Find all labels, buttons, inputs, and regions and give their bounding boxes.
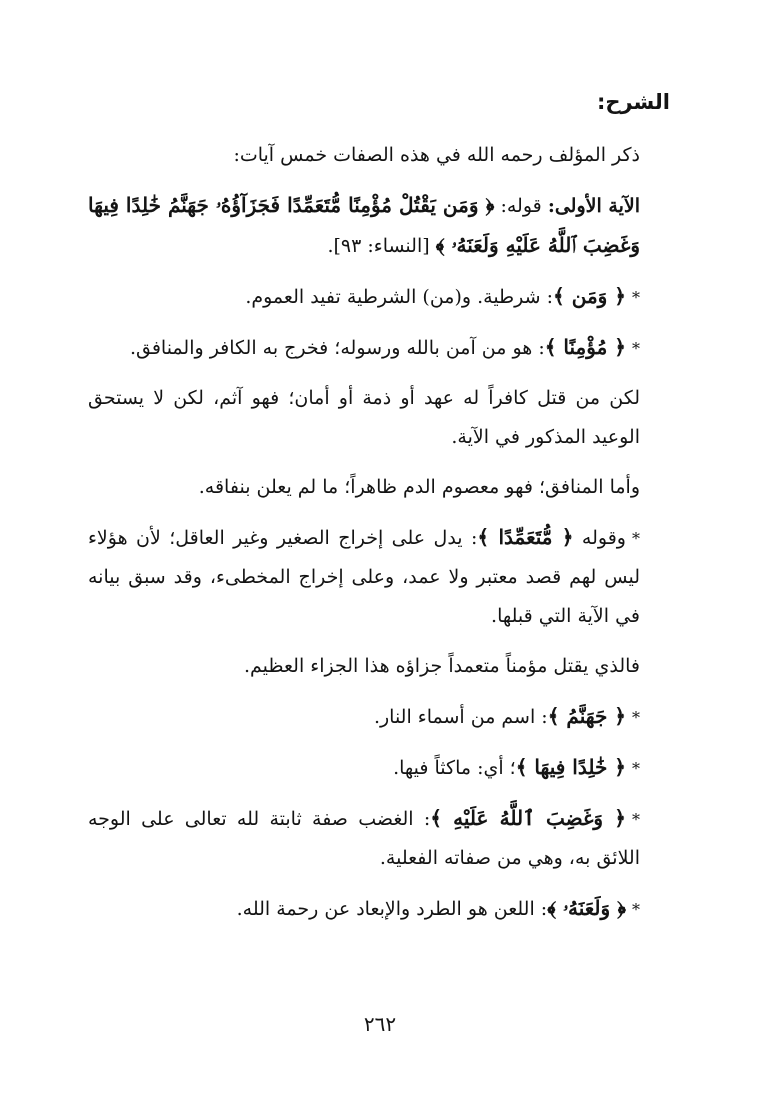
page-number: ٢٦٢ bbox=[363, 1012, 397, 1036]
section-heading: الشرح: bbox=[596, 90, 670, 114]
bullet-laanahu bbox=[88, 889, 672, 929]
quran-term: ﴿ مُؤْمِنًا ﴾ bbox=[544, 335, 626, 359]
quran-term: ﴿ مُّتَعَمِّدًا ﴾ bbox=[477, 525, 574, 549]
term-explanation: : شرطية. و(من) الشرطية تفيد العموم. bbox=[245, 286, 554, 308]
verse-reference: [النساء: ٩٣]. bbox=[327, 235, 430, 257]
verse-label: الآية الأولى: bbox=[547, 195, 641, 217]
term-prefix: وقوله bbox=[581, 527, 626, 549]
term-explanation: : اللعن هو الطرد والإبعاد عن رحمة الله. bbox=[236, 898, 548, 920]
bullet-star-icon: * bbox=[632, 288, 640, 307]
bullet-mutaammid bbox=[88, 518, 672, 636]
quran-term: ﴿ وَمَن ﴾ bbox=[553, 284, 626, 308]
quran-term: ﴿ خَٰلِدًا فِيهَا ﴾ bbox=[515, 755, 626, 779]
verse-paragraph bbox=[88, 186, 672, 266]
bullet-star-icon: * bbox=[632, 900, 640, 919]
term-explanation: : يدل على إخراج الصغير وغير العاقل؛ لأن هؤلاء ليس لهم قصد معتبر ولا عمد، وعلى إخراج المخطىء، وقد سبق بيانه في الآية التي قبلها. bbox=[88, 527, 640, 627]
bullet-star-icon: * bbox=[632, 339, 640, 358]
term-explanation: ؛ أي: ماكثاً فيها. bbox=[393, 757, 516, 779]
verse-said: قوله: bbox=[500, 195, 542, 217]
quran-term: ﴿ وَلَعَنَهُۥ ﴾ bbox=[547, 896, 626, 920]
term-explanation: : الغضب صفة ثابتة لله تعالى على الوجه اللائق به، وهي من صفاته الفعلية. bbox=[88, 808, 640, 869]
kafir-paragraph: لكن من قتل كافراً له عهد أو ذمة أو أمان؛ فهو آثم، لكن لا يستحق الوعيد المذكور في الآية. bbox=[88, 387, 640, 448]
quran-term: ﴿ وَغَضِبَ ٱللَّهُ عَلَيْهِ ﴾ bbox=[430, 806, 626, 830]
bullet-khalidan bbox=[88, 748, 672, 788]
munafiq-paragraph: وأما المنافق؛ فهو معصوم الدم ظاهراً؛ ما لم يعلن بنفاقه. bbox=[198, 476, 640, 498]
term-explanation: : اسم من أسماء النار. bbox=[373, 706, 548, 728]
bullet-star-icon: * bbox=[631, 529, 640, 548]
bullet-star-icon: * bbox=[632, 708, 640, 727]
quran-verse: ﴿ وَمَن يَقْتُلْ مُؤْمِنًا مُّتَعَمِّدًا فَجَزَآؤُهُۥ جَهَنَّمُ خَٰلِدًا فِيهَا وَغَضِبَ ٱللَّهُ عَلَيْهِ وَلَعَنَهُۥ ﴾ bbox=[88, 193, 640, 257]
bullet-mumin bbox=[88, 328, 672, 368]
bullet-star-icon: * bbox=[632, 759, 640, 778]
bullet-star-icon: * bbox=[632, 810, 640, 829]
summary-paragraph: فالذي يقتل مؤمناً متعمداً جزاؤه هذا الجزاء العظيم. bbox=[244, 655, 640, 677]
bullet-wa-man bbox=[88, 277, 672, 317]
intro-paragraph: ذكر المؤلف رحمه الله في هذه الصفات خمس آيات: bbox=[233, 144, 640, 166]
term-explanation: : هو من آمن بالله ورسوله؛ فخرج به الكافر والمنافق. bbox=[129, 337, 545, 359]
bullet-ghadab bbox=[88, 799, 672, 878]
quran-term: ﴿ جَهَنَّمُ ﴾ bbox=[547, 704, 626, 728]
bullet-jahannam bbox=[88, 697, 672, 737]
